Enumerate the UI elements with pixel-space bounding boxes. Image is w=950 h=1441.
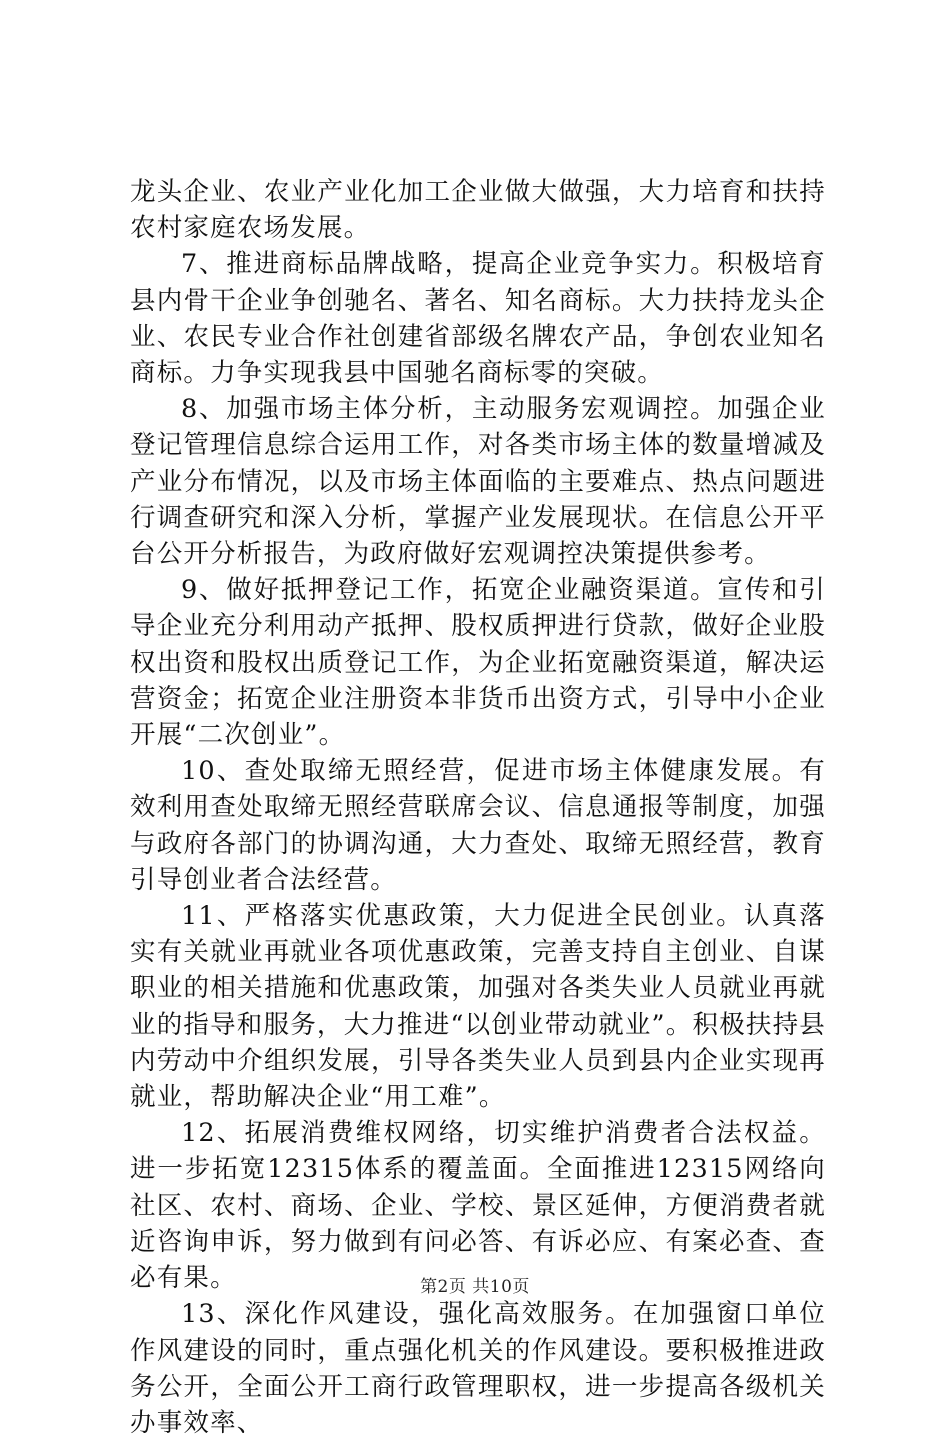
- paragraph-item-11: 11、严格落实优惠政策，大力促进全民创业。认真落实有关就业再就业各项优惠政策，完善支持自主创业、自谋职业的相关措施和优惠政策，加强对各类失业人员就业再就业的指导和服务，大力推进“以创业带动就业”。积极扶持县内劳动中介组织发展，引导各类失业人员到县内企业实现再就业，帮助解决企业“用工难”。: [130, 901, 826, 1113]
- paragraph-item-8: 8、加强市场主体分析，主动服务宏观调控。加强企业登记管理信息综合运用工作，对各类市场主体的数量增减及产业分布情况，以及市场主体面临的主要难点、热点问题进行调查研究和深入分析，掌握产业发展现状。在信息公开平台公开分析报告，为政府做好宏观调控决策提供参考。: [130, 394, 826, 570]
- document-body: [130, 174, 826, 1441]
- paragraph-item-13: 13、深化作风建设，强化高效服务。在加强窗口单位作风建设的同时，重点强化机关的作风建设。要积极推进政务公开，全面公开工商行政管理职权，进一步提高各级机关办事效率、: [130, 1299, 826, 1438]
- paragraph-item-7: 7、推进商标品牌战略，提高企业竞争实力。积极培育县内骨干企业争创驰名、著名、知名商标。大力扶持龙头企业、农民专业合作社创建省部级名牌农产品，争创农业知名商标。力争实现我县中国驰名商标零的突破。: [130, 249, 826, 389]
- paragraph-item-9: 9、做好抵押登记工作，拓宽企业融资渠道。宣传和引导企业充分利用动产抵押、股权质押进行贷款，做好企业股权出资和股权出质登记工作，为企业拓宽融资渠道，解决运营资金；拓宽企业注册资本非货币出资方式，引导中小企业开展“二次创业”。: [130, 575, 826, 751]
- paragraph-item-12: 12、拓展消费维权网络，切实维护消费者合法权益。进一步拓宽12315体系的覆盖面。全面推进12315网络向社区、农村、商场、企业、学校、景区延伸，方便消费者就近咨询申诉，努力做到有问必答、有诉必应、有案必查、查必有果。: [130, 1118, 826, 1294]
- paragraph-0: 龙头企业、农业产业化加工企业做大做强，大力培育和扶持农村家庭农场发展。: [130, 177, 826, 244]
- page-footer: 第2页 共10页: [420, 1277, 530, 1297]
- paragraph-item-10: 10、查处取缔无照经营，促进市场主体健康发展。有效利用查处取缔无照经营联席会议、信息通报等制度，加强与政府各部门的协调沟通，大力查处、取缔无照经营，教育引导创业者合法经营。: [130, 756, 826, 895]
